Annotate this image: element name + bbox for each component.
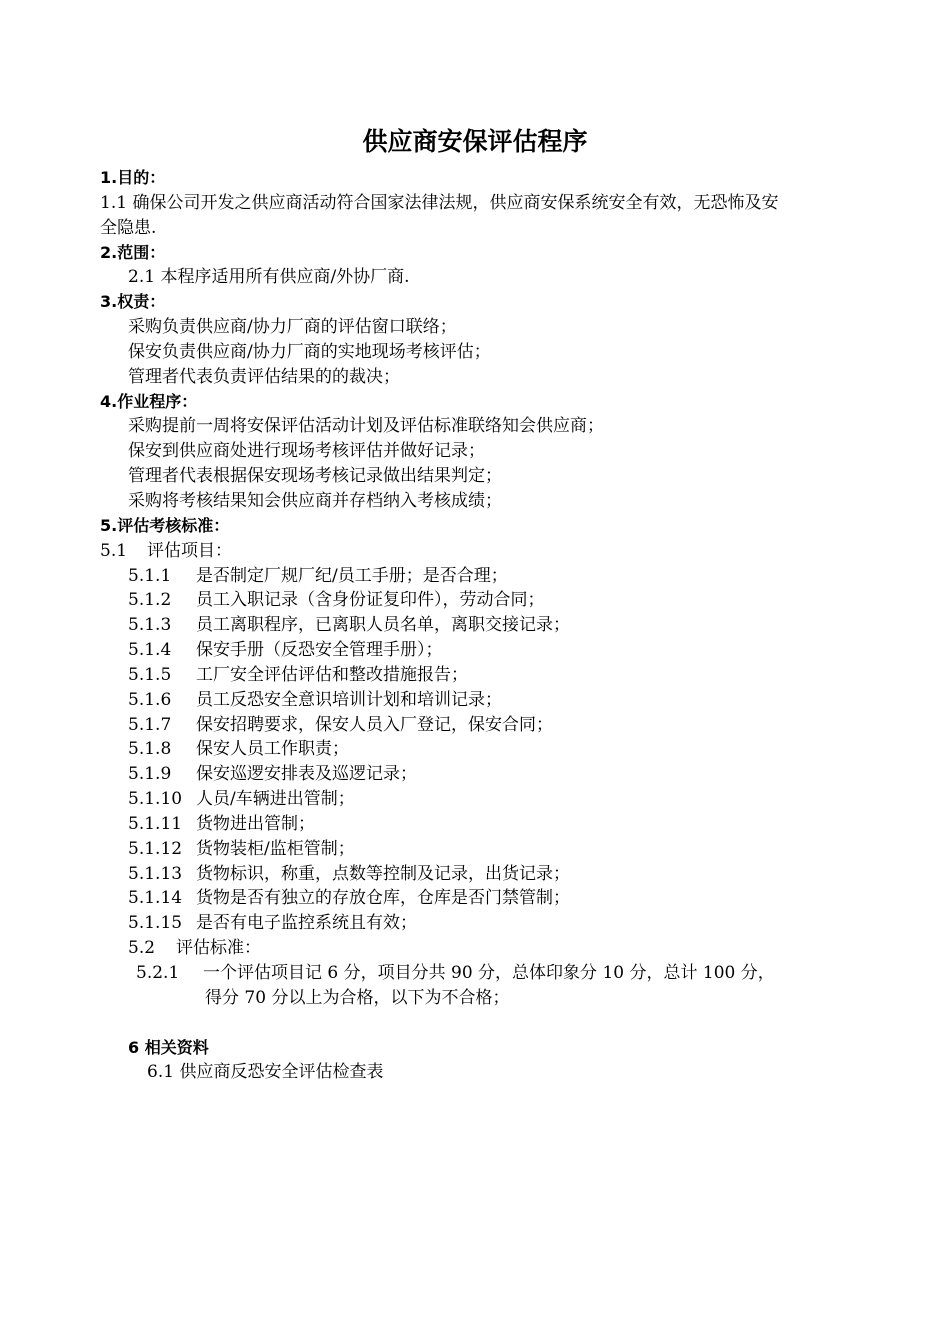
evaluation-item — [0, 737, 950, 762]
section-1-paragraph-line-1: 1.1 确保公司开发之供应商活动符合国家法律法规，供应商安保系统安全有效，无恐怖及安 — [100, 192, 779, 213]
section-6-item: 6.1 供应商反恐安全评估检查表 — [147, 1062, 384, 1083]
evaluation-item-text: 员工反恐安全意识培训计划和培训记录； — [196, 689, 502, 710]
section-4-line: 管理者代表根据保安现场考核记录做出结果判定； — [128, 466, 502, 487]
evaluation-item — [0, 837, 950, 862]
section-2-heading: 2.范围： — [100, 242, 166, 262]
section-1-paragraph-line-2: 全隐患. — [100, 217, 157, 238]
evaluation-item-text: 货物标识，称重，点数等控制及记录，出货记录； — [196, 863, 570, 884]
evaluation-item-number: 5.1.15 — [128, 913, 183, 934]
evaluation-item — [0, 638, 950, 663]
paragraph-spacer — [0, 1011, 950, 1036]
evaluation-item-text: 人员/车辆进出管制； — [196, 789, 355, 810]
document-body — [0, 166, 950, 1085]
evaluation-item-text: 是否有电子监控系统且有效； — [196, 913, 417, 934]
section-4-line: 采购将考核结果知会供应商并存档纳入考核成绩； — [128, 490, 502, 511]
evaluation-item — [0, 812, 950, 837]
evaluation-standard-number: 5.2 — [128, 938, 156, 959]
evaluation-item — [0, 663, 950, 688]
evaluation-item-number: 5.1.8 — [128, 739, 172, 760]
evaluation-item — [0, 911, 950, 936]
evaluation-item-number: 5.1.1 — [128, 565, 172, 586]
evaluation-item — [0, 564, 950, 589]
section-3-line: 采购负责供应商/协力厂商的评估窗口联络； — [128, 317, 457, 338]
evaluation-item-number: 5.1.5 — [128, 664, 172, 685]
evaluation-item-number: 5.1.6 — [128, 689, 172, 710]
section-4-line: 采购提前一周将安保评估活动计划及评估标准联络知会供应商； — [128, 416, 604, 437]
evaluation-item-number: 5.1.14 — [128, 888, 183, 909]
evaluation-standard-item-text: 一个评估项目记 6 分，项目分共 90 分，总体印象分 10 分，总计 100 分， — [203, 963, 775, 983]
evaluation-item-number: 5.1.11 — [128, 813, 183, 834]
evaluation-items-label: 评估项目： — [147, 540, 232, 561]
evaluation-item — [0, 688, 950, 713]
section-2-paragraph: 2.1 本程序适用所有供应商/外协厂商. — [128, 267, 410, 288]
evaluation-item-number: 5.1.3 — [128, 615, 172, 636]
evaluation-item-number: 5.1.2 — [128, 590, 172, 611]
evaluation-items-heading — [0, 539, 950, 564]
evaluation-item — [0, 886, 950, 911]
evaluation-standard-item-line-1 — [0, 961, 950, 986]
evaluation-item-text: 员工离职程序，已离职人员名单，离职交接记录； — [196, 615, 570, 636]
evaluation-items-number: 5.1 — [100, 540, 128, 561]
evaluation-item-text: 员工入职记录（含身份证复印件），劳动合同； — [196, 590, 545, 611]
evaluation-item-number: 5.1.10 — [128, 789, 183, 810]
evaluation-item — [0, 787, 950, 812]
evaluation-standard-item-line-2: 得分 70 分以上为合格，以下为不合格； — [205, 987, 510, 1008]
section-1-heading: 1.目的： — [100, 168, 166, 187]
evaluation-item-text: 保安手册（反恐安全管理手册）； — [196, 640, 443, 661]
evaluation-item-text: 保安巡逻安排表及巡逻记录； — [196, 764, 417, 785]
evaluation-item — [0, 862, 950, 887]
evaluation-item-number: 5.1.12 — [128, 838, 183, 859]
section-4-line: 保安到供应商处进行现场考核评估并做好记录； — [128, 441, 485, 462]
evaluation-item-number: 5.1.13 — [128, 863, 183, 884]
evaluation-item-number: 5.1.4 — [128, 640, 172, 661]
evaluation-item-text: 货物装柜/监柜管制； — [196, 838, 355, 859]
evaluation-item-text: 是否制定厂规厂纪/员工手册；是否合理； — [196, 565, 508, 586]
evaluation-item — [0, 713, 950, 738]
evaluation-standard-label: 评估标准： — [176, 938, 261, 959]
evaluation-item-text: 保安招聘要求，保安人员入厂登记，保安合同； — [196, 714, 553, 735]
evaluation-item-number: 5.1.7 — [128, 714, 172, 735]
evaluation-item-number: 5.1.9 — [128, 764, 172, 785]
evaluation-item — [0, 762, 950, 787]
section-3-line: 管理者代表负责评估结果的的裁决； — [128, 366, 400, 387]
evaluation-item-text: 工厂安全评估评估和整改措施报告； — [196, 664, 468, 685]
section-5-heading: 5.评估考核标准： — [100, 515, 230, 535]
evaluation-item-text: 货物是否有独立的存放仓库，仓库是否门禁管制； — [196, 888, 570, 909]
section-3-line: 保安负责供应商/协力厂商的实地现场考核评估； — [128, 341, 491, 362]
section-6-heading: 6 相关资料 — [128, 1037, 209, 1057]
section-4-heading: 4.作业程序： — [100, 391, 198, 411]
evaluation-standard-item-number: 5.2.1 — [136, 963, 180, 983]
section-3-heading: 3.权责： — [100, 292, 166, 312]
evaluation-item — [0, 588, 950, 613]
evaluation-standard-heading — [0, 936, 950, 961]
evaluation-item — [0, 613, 950, 638]
evaluation-item-text: 保安人员工作职责； — [196, 739, 349, 760]
evaluation-item-text: 货物进出管制； — [196, 813, 315, 834]
document-title: 供应商安保评估程序 — [362, 127, 588, 156]
